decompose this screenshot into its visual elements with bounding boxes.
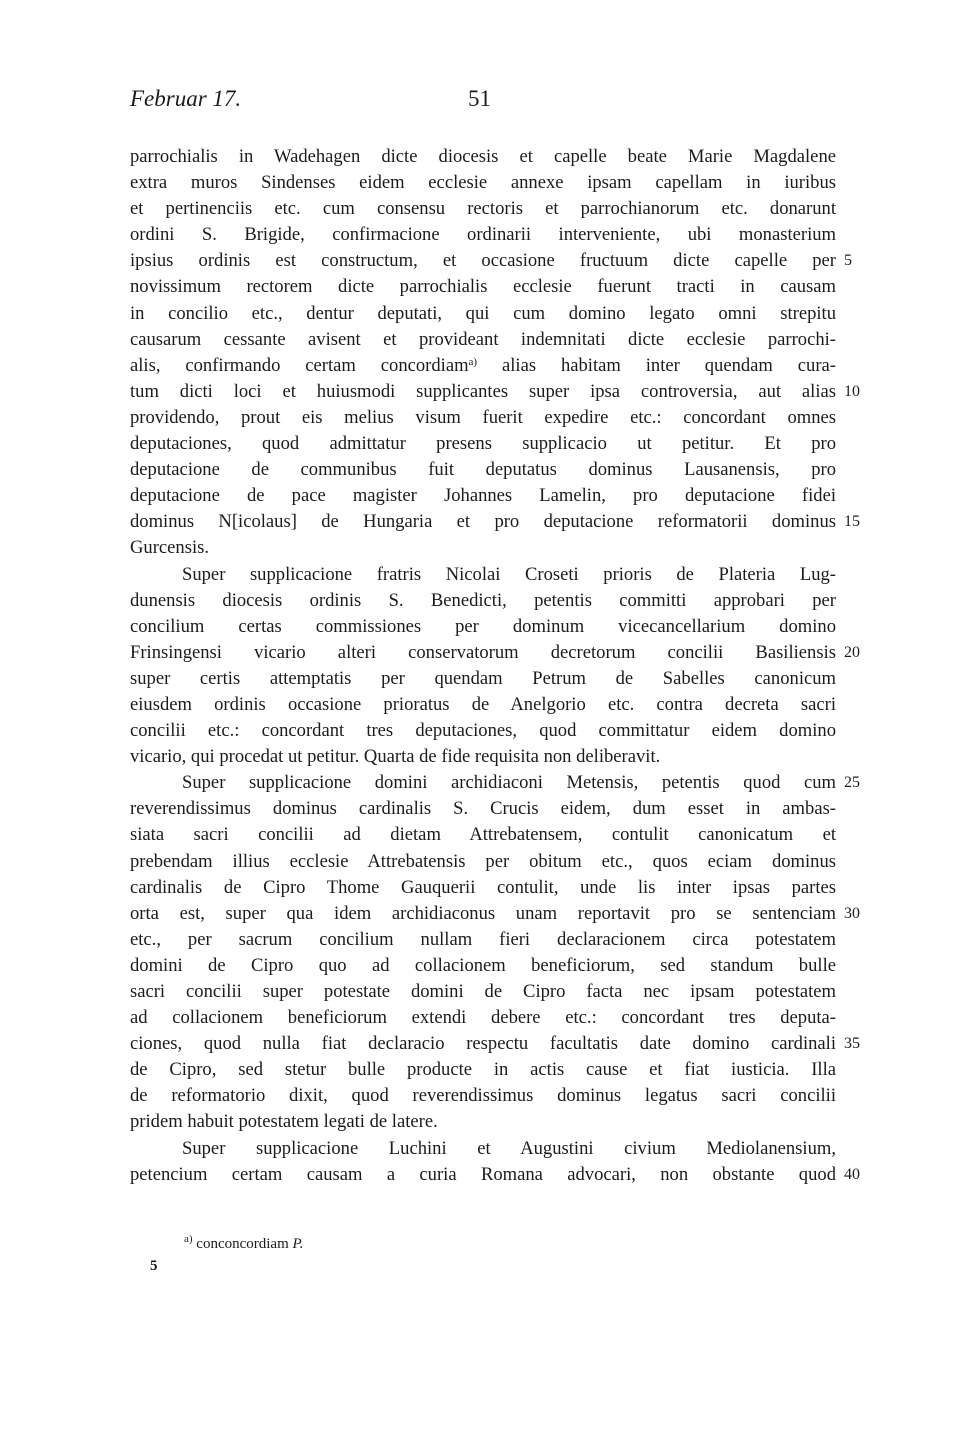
text-line bbox=[130, 640, 860, 666]
text-line bbox=[130, 222, 836, 248]
text-line bbox=[130, 1083, 836, 1109]
text-line bbox=[130, 849, 836, 875]
text-line bbox=[130, 196, 836, 222]
text-line bbox=[130, 301, 836, 327]
text-line bbox=[130, 614, 836, 640]
line-number: 35 bbox=[844, 1035, 860, 1053]
text-line bbox=[130, 1005, 836, 1031]
footnote-source: P. bbox=[292, 1236, 304, 1252]
line-text: reverendissimus dominus cardinalis S. Crucis eidem, dum esset in ambas- bbox=[130, 798, 836, 820]
line-text: concilium certas commissiones per dominum vicecancellarium domino bbox=[130, 615, 836, 637]
text-line bbox=[130, 979, 836, 1005]
text-line bbox=[130, 431, 836, 457]
footnote-marker: a) bbox=[184, 1233, 193, 1245]
text-line bbox=[130, 875, 836, 901]
line-text: deputaciones, quod admittatur presens supplicacio ut petitur. Et pro bbox=[130, 433, 836, 455]
line-text: dominus N[icolaus] de Hungaria et pro deputacione reformatorii dominus bbox=[130, 511, 836, 533]
line-text: domini de Cipro quo ad collacionem beneficiorum, sed standum bulle bbox=[130, 954, 836, 976]
line-text: siata sacri concilii ad dietam Attrebatensem, contulit canonicatum et bbox=[130, 824, 836, 846]
line-text: causarum cessante avisent et provideant indemnitati dicte ecclesie parrochi- bbox=[130, 328, 836, 350]
line-text: alis, confirmando certam concordiam bbox=[130, 354, 469, 376]
line-text: cardinalis de Cipro Thome Gauquerii contulit, unde lis inter ipsas partes bbox=[130, 876, 836, 898]
signature-mark: 5 bbox=[150, 1258, 158, 1274]
line-text: Gurcensis. bbox=[130, 537, 210, 559]
text-line bbox=[130, 666, 836, 692]
text-line bbox=[130, 692, 836, 718]
line-text: pridem habuit potestatem legati de latere. bbox=[130, 1111, 438, 1133]
text-line bbox=[130, 901, 860, 927]
line-text: et pertinenciis etc. cum consensu rectoris et parrochianorum etc. donarunt bbox=[130, 198, 836, 220]
line-text: etc., per sacrum concilium nullam fieri declaracionem circa potestatem bbox=[130, 928, 836, 950]
line-text: dunensis diocesis ordinis S. Benedicti, petentis committi approbari per bbox=[130, 589, 836, 611]
line-text: de reformatorio dixit, quod reverendissimus dominus legatus sacri concilii bbox=[130, 1085, 836, 1107]
line-text: sacri concilii super potestate domini de Cipro facta nec ipsam potestatem bbox=[130, 981, 836, 1002]
text-line bbox=[130, 718, 836, 744]
line-number: 30 bbox=[844, 904, 860, 922]
text-line bbox=[130, 562, 836, 588]
page-number: 51 bbox=[468, 86, 491, 111]
text-line bbox=[130, 483, 836, 509]
text-line bbox=[130, 1031, 860, 1057]
line-text: deputacione de pace magister Johannes Lamelin, pro deputacione fidei bbox=[130, 485, 836, 507]
line-text: ordini S. Brigide, confirmacione ordinarii interveniente, ubi monasterium bbox=[130, 224, 836, 246]
line-number: 40 bbox=[844, 1165, 860, 1183]
line-number: 15 bbox=[844, 513, 860, 531]
line-text: eiusdem ordinis occasione prioratus de Anelgorio etc. contra decreta sacri bbox=[130, 693, 836, 715]
text-line bbox=[130, 588, 836, 614]
line-text-continued: alias habitam inter quendam cura- bbox=[477, 354, 836, 376]
line-text: novissimum rectorem dicte parrochialis ecclesie fuerunt tracti in causam bbox=[130, 276, 836, 298]
line-text: Super supplicacione fratris Nicolai Croseti prioris de Plateria Lug- bbox=[182, 563, 836, 585]
line-text: super certis attemptatis per quendam Petrum de Sabelles canonicum bbox=[130, 667, 836, 689]
line-text: ciones, quod nulla fiat declaracio respectu facultatis date domino cardinali bbox=[130, 1033, 836, 1055]
text-line bbox=[130, 770, 860, 796]
text-line bbox=[130, 796, 836, 822]
text-line bbox=[130, 927, 836, 953]
line-text: de Cipro, sed stetur bulle producte in actis cause et fiat iusticia. Illa bbox=[130, 1059, 836, 1081]
text-line bbox=[130, 353, 836, 379]
line-text: providendo, prout eis melius visum fuerit expedire etc.: concordant omnes bbox=[130, 406, 836, 428]
line-text: Super supplicacione domini archidiaconi Metensis, petentis quod cum bbox=[182, 772, 836, 794]
line-text: orta est, super qua idem archidiaconus unam reportavit pro se sentenciam bbox=[130, 902, 836, 924]
text-line bbox=[130, 744, 836, 770]
text-line bbox=[130, 170, 836, 196]
text-line bbox=[130, 509, 860, 535]
line-text: parrochialis in Wadehagen dicte diocesis et capelle beate Marie Magdalene bbox=[130, 146, 836, 167]
line-text: tum dicti loci et huiusmodi supplicantes super ipsa controversia, aut alias bbox=[130, 380, 836, 402]
text-line bbox=[130, 405, 836, 431]
text-line bbox=[130, 953, 836, 979]
line-text: deputacione de communibus fuit deputatus dominus Lausanensis, pro bbox=[130, 459, 836, 481]
line-number: 20 bbox=[844, 643, 860, 661]
line-text: Frinsingensi vicario alteri conservatorum decretorum concilii Basiliensis bbox=[130, 641, 836, 663]
text-line bbox=[130, 457, 836, 483]
line-number: 5 bbox=[844, 252, 852, 270]
text-line bbox=[130, 1057, 836, 1083]
running-head bbox=[130, 86, 836, 118]
footnote bbox=[184, 1233, 304, 1253]
text-line bbox=[130, 248, 852, 274]
text-line bbox=[130, 327, 836, 353]
line-text: prebendam illius ecclesie Attrebatensis per obitum etc., quos eciam dominus bbox=[130, 850, 836, 872]
footnote-text: conconcordiam bbox=[192, 1236, 293, 1252]
line-text: concilii etc.: concordant tres deputaciones, quod committatur eidem domino bbox=[130, 720, 836, 742]
line-text: Super supplicacione Luchini et Augustini civium Mediolanensium, bbox=[182, 1137, 836, 1159]
footnote-reference: a) bbox=[468, 355, 478, 368]
text-line bbox=[130, 1109, 836, 1135]
text-line bbox=[130, 1162, 860, 1188]
line-text: vicario, qui procedat ut petitur. Quarta de fide requisita non deliberavit. bbox=[130, 746, 661, 768]
text-line bbox=[130, 822, 836, 848]
text-line bbox=[130, 144, 836, 170]
text-line bbox=[130, 535, 836, 561]
text-line bbox=[130, 379, 860, 405]
body-text bbox=[130, 144, 860, 1188]
running-head-date: Februar 17. bbox=[130, 86, 242, 111]
line-text: ad collacionem beneficiorum extendi debere etc.: concordant tres deputa- bbox=[130, 1007, 836, 1029]
line-number: 25 bbox=[844, 774, 860, 792]
text-line bbox=[130, 274, 836, 300]
line-text: ipsius ordinis est constructum, et occasione fructuum dicte capelle per bbox=[130, 250, 836, 272]
line-text: petencium certam causam a curia Romana advocari, non obstante quod bbox=[130, 1163, 836, 1185]
line-text: in concilio etc., dentur deputati, qui cum domino legato omni strepitu bbox=[130, 302, 836, 324]
line-number: 10 bbox=[844, 382, 860, 400]
text-line bbox=[130, 1136, 836, 1162]
line-text: extra muros Sindenses eidem ecclesie annexe ipsam capellam in iuribus bbox=[130, 172, 836, 194]
